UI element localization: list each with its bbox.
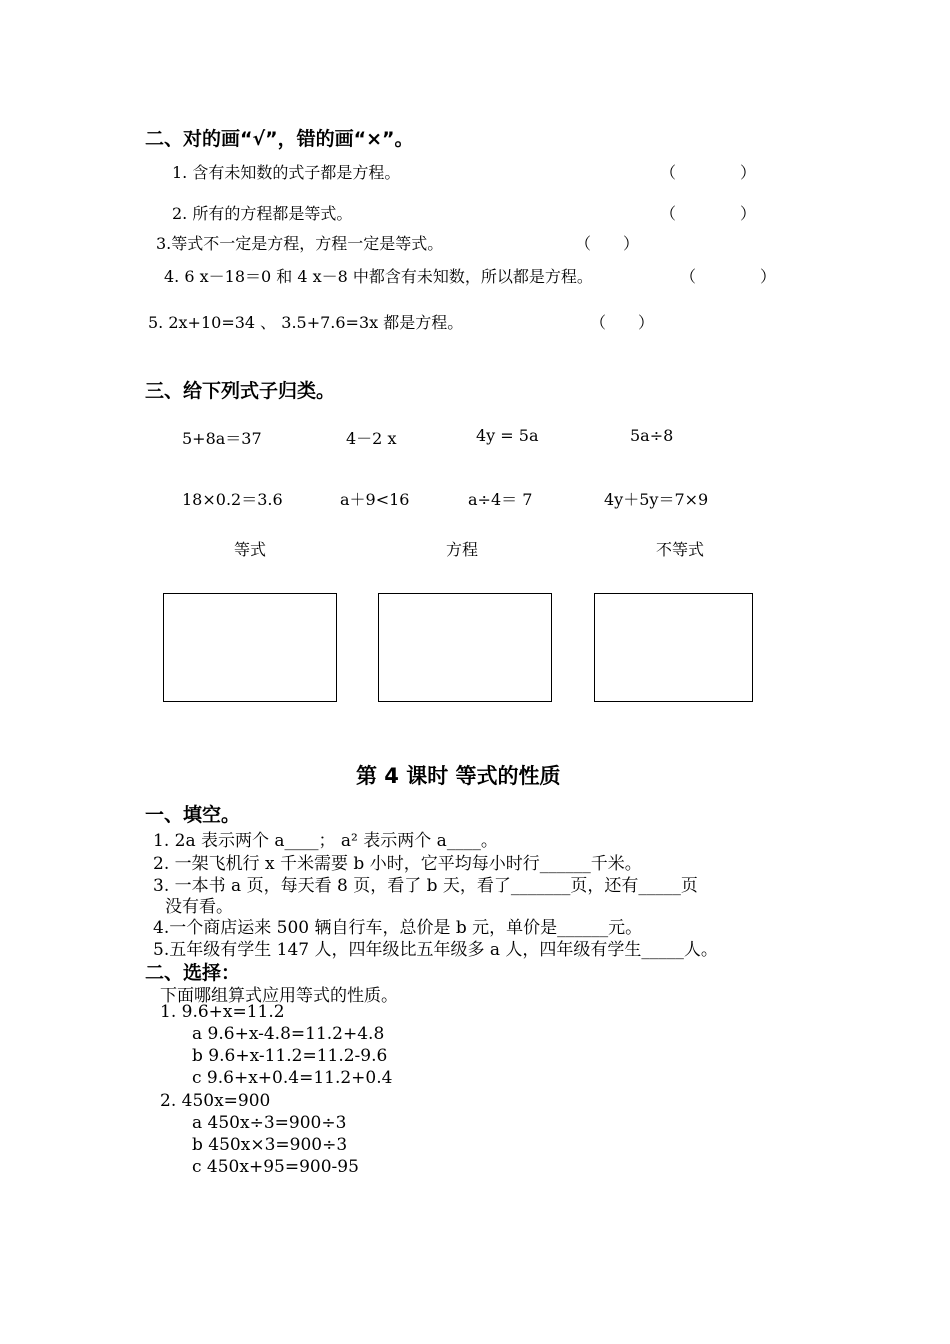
choice-q2-option-a[interactable]: a 450x÷3=900÷3 — [192, 1113, 347, 1133]
answer-box-inequality[interactable] — [594, 593, 753, 702]
choice-q1-stem: 1. 9.6+x=11.2 — [160, 1002, 285, 1022]
category-label-formula: 方程 — [446, 540, 479, 559]
section3-heading: 三、给下列式子归类。 — [145, 380, 336, 402]
tf-answer-2[interactable]: （ ） — [660, 204, 757, 223]
tf-answer-5[interactable]: （ ） — [590, 313, 655, 332]
answer-box-formula[interactable] — [378, 593, 552, 702]
choice-q2-option-c[interactable]: c 450x+95=900-95 — [192, 1157, 359, 1177]
lesson-title: 第 4 课时 等式的性质 — [356, 764, 561, 788]
choice-heading: 二、选择： — [145, 962, 241, 984]
choice-q1-option-b[interactable]: b 9.6+x-11.2=11.2-9.6 — [192, 1046, 388, 1066]
tf-item-5: 5. 2x+10=34 、 3.5+7.6=3x 都是方程。 — [148, 313, 464, 332]
tf-answer-3[interactable]: （ ） — [575, 234, 640, 253]
fill-item-3-cont: 没有看。 — [165, 897, 233, 917]
expression: 4y＋5y＝7×9 — [604, 490, 709, 509]
fill-item-1: 1. 2a 表示两个 a____； a² 表示两个 a____。 — [153, 831, 498, 851]
expression: 18×0.2＝3.6 — [182, 490, 283, 509]
expression: a÷4＝ 7 — [468, 490, 533, 509]
tf-item-3: 3.等式不一定是方程，方程一定是等式。 — [156, 234, 444, 253]
choice-q1-option-c[interactable]: c 9.6+x+0.4=11.2+0.4 — [192, 1068, 393, 1088]
expression: 4－2 x — [346, 429, 397, 448]
tf-item-4: 4. 6 x－18＝0 和 4 x－8 中都含有未知数，所以都是方程。 — [164, 267, 593, 286]
fill-item-2: 2. 一架飞机行 x 千米需要 b 小时，它平均每小时行______千米。 — [153, 854, 642, 874]
tf-item-1: 1. 含有未知数的式子都是方程。 — [172, 163, 401, 182]
answer-box-equation[interactable] — [163, 593, 337, 702]
fill-item-4: 4.一个商店运来 500 辆自行车，总价是 b 元，单价是______元。 — [153, 918, 643, 938]
expression: 4y = 5a — [476, 426, 539, 445]
choice-q1-option-a[interactable]: a 9.6+x-4.8=11.2+4.8 — [192, 1024, 385, 1044]
fill-heading: 一、填空。 — [145, 804, 241, 826]
choice-intro: 下面哪组算式应用等式的性质。 — [160, 986, 398, 1006]
category-label-inequality: 不等式 — [656, 540, 705, 559]
fill-item-3: 3. 一本书 a 页，每天看 8 页，看了 b 天，看了_______页，还有_____页 — [153, 876, 698, 896]
tf-item-2: 2. 所有的方程都是等式。 — [172, 204, 353, 223]
expression: 5+8a＝37 — [182, 429, 262, 448]
tf-answer-1[interactable]: （ ） — [660, 163, 757, 182]
category-label-equation: 等式 — [234, 540, 267, 559]
section2-heading: 二、对的画“√”，错的画“×”。 — [145, 128, 414, 150]
expression: a＋9<16 — [340, 490, 410, 509]
tf-answer-4[interactable]: （ ） — [680, 267, 777, 286]
fill-item-5: 5.五年级有学生 147 人，四年级比五年级多 a 人，四年级有学生_____人。 — [153, 940, 718, 960]
choice-q2-option-b[interactable]: b 450x×3=900÷3 — [192, 1135, 348, 1155]
expression: 5a÷8 — [630, 426, 674, 445]
choice-q2-stem: 2. 450x=900 — [160, 1091, 271, 1111]
